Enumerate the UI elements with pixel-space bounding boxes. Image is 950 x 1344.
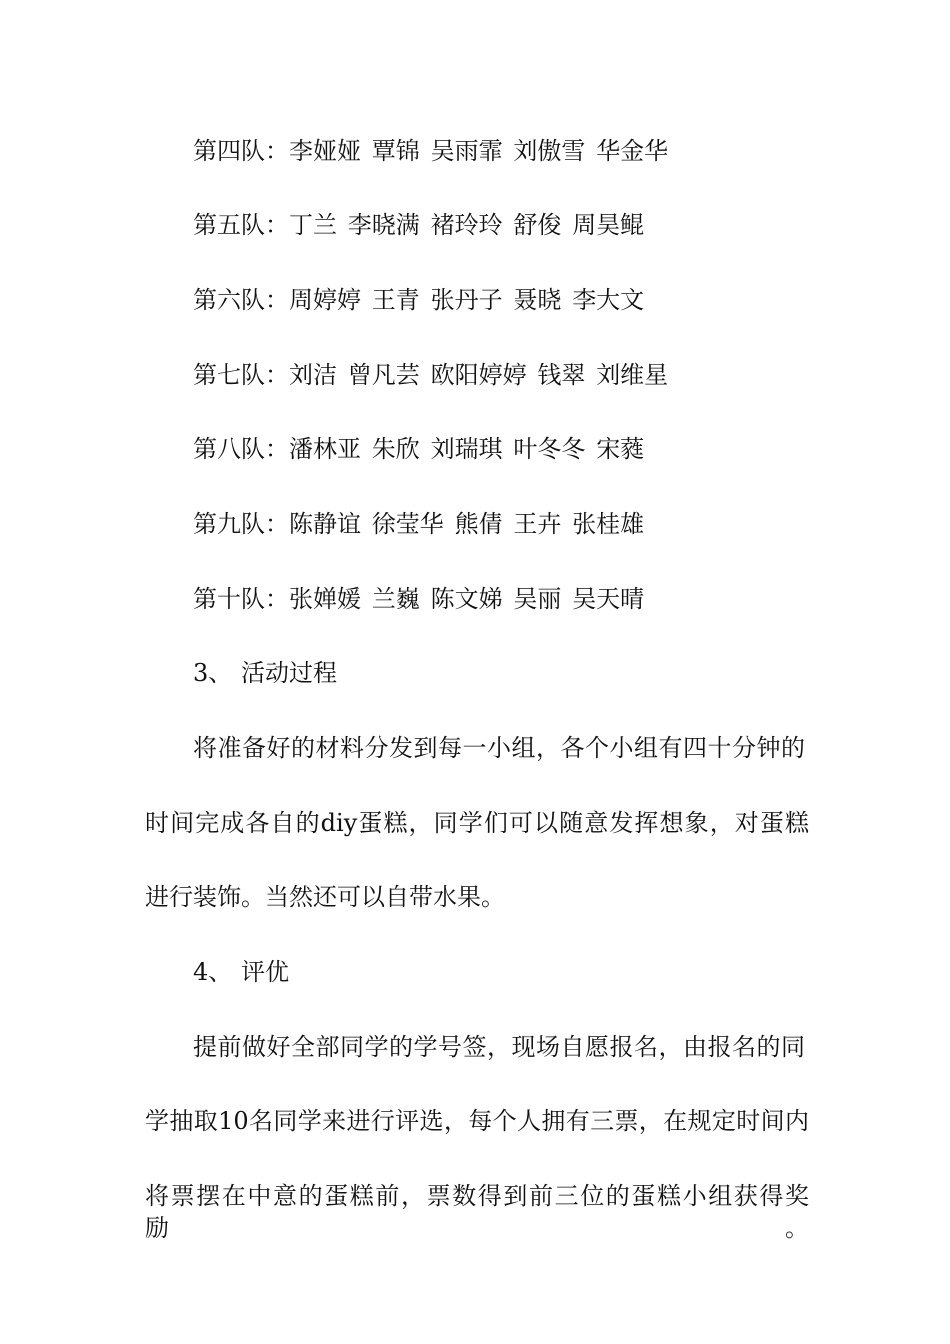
team-member: 曾凡芸 [347, 361, 420, 389]
section-title: 活动过程 [241, 659, 337, 687]
team-row [193, 135, 863, 167]
team-member: 张桂雄 [572, 510, 645, 538]
team-member: 钱翠 [537, 361, 586, 389]
team-member: 宋蕤 [596, 435, 645, 463]
team-label: 第九队： [193, 510, 289, 538]
team-member: 聂晓 [513, 286, 562, 314]
team-member: 徐莹华 [371, 510, 444, 538]
team-member: 吴天晴 [572, 585, 645, 613]
team-member: 吴丽 [513, 585, 562, 613]
team-member: 欧阳婷婷 [430, 361, 527, 389]
team-label: 第十队： [193, 585, 289, 613]
team-member: 张丹子 [430, 286, 503, 314]
paragraph-line: 将准备好的材料分发到每一小组，各个小组有四十分钟的 [193, 734, 805, 762]
team-member: 周婷婷 [289, 286, 361, 314]
team-member: 刘傲雪 [513, 137, 586, 165]
team-member: 华金华 [596, 137, 669, 165]
team-label: 第六队： [193, 286, 289, 314]
team-member: 熊倩 [454, 510, 503, 538]
section-number: 4、 [193, 958, 233, 986]
team-member: 陈文娣 [430, 585, 503, 613]
section-number: 3、 [193, 659, 233, 687]
team-member: 覃锦 [371, 137, 420, 165]
section-heading [193, 657, 863, 689]
team-member: 张婵媛 [289, 585, 361, 613]
team-member: 潘林亚 [289, 435, 361, 463]
team-row [193, 359, 863, 391]
team-member: 王青 [371, 286, 420, 314]
paragraph-line: 将票摆在中意的蛋糕前，票数得到前三位的蛋糕小组获得奖励。 [145, 1182, 809, 1242]
team-row [193, 583, 863, 615]
team-label: 第七队： [193, 361, 289, 389]
team-member: 褚玲玲 [430, 211, 503, 239]
team-member: 舒俊 [513, 211, 562, 239]
team-row [193, 508, 863, 540]
paragraph-line: 学抽取10名同学来进行评选，每个人拥有三票，在规定时间内 [145, 1107, 809, 1135]
paragraph-line: 提前做好全部同学的学号签，现场自愿报名，由报名的同 [193, 1033, 805, 1061]
team-member: 刘维星 [596, 361, 669, 389]
team-member: 王卉 [513, 510, 562, 538]
team-row [193, 284, 863, 316]
team-label: 第五队： [193, 211, 289, 239]
team-member: 吴雨霏 [430, 137, 503, 165]
paragraph-line: 进行装饰。当然还可以自带水果。 [145, 883, 505, 911]
team-member: 兰巍 [371, 585, 420, 613]
team-label: 第八队： [193, 435, 289, 463]
team-member: 李大文 [572, 286, 645, 314]
team-member: 刘瑞琪 [430, 435, 503, 463]
team-member: 李娅娅 [289, 137, 361, 165]
team-label: 第四队： [193, 137, 289, 165]
team-row [193, 209, 863, 241]
team-row [193, 433, 863, 465]
team-member: 李晓满 [347, 211, 420, 239]
paragraph-line: 时间完成各自的diy蛋糕，同学们可以随意发挥想象，对蛋糕 [145, 809, 809, 837]
team-member: 陈静谊 [289, 510, 361, 538]
team-member: 朱欣 [371, 435, 420, 463]
section-title: 评优 [241, 958, 289, 986]
team-member: 刘洁 [289, 361, 337, 389]
team-member: 叶冬冬 [513, 435, 586, 463]
team-member: 丁兰 [289, 211, 337, 239]
section-heading [193, 956, 863, 988]
team-member: 周昊鲲 [572, 211, 645, 239]
